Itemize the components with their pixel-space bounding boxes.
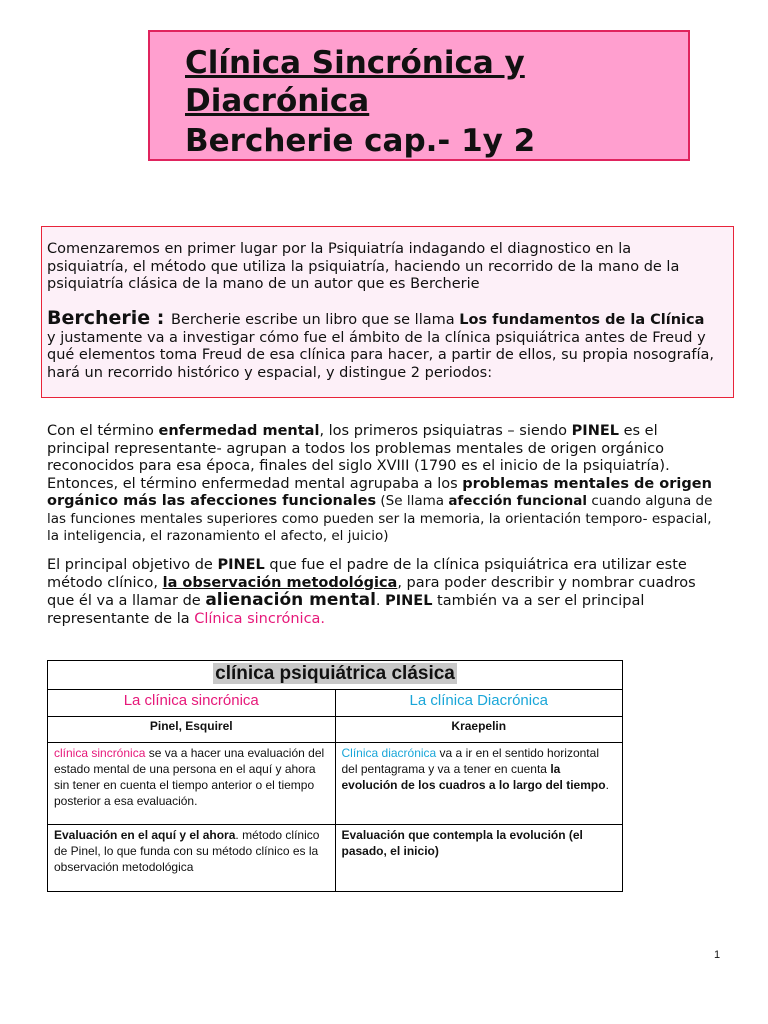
title-line-1: Clínica Sincrónica y (185, 45, 525, 81)
col-title-sincronica: La clínica sincrónica (48, 690, 336, 717)
title-line-3: Bercherie cap.- 1y 2 (185, 123, 536, 159)
body-paragraph-2 (47, 557, 717, 628)
term-pinel: PINEL (385, 593, 433, 609)
clinica-table (47, 660, 623, 892)
table-cell-sincronica-2 (48, 825, 336, 892)
text-span: que fue el padre de la clínica psiquiátrica era utilizar este método clínico, (47, 557, 687, 591)
text-span: , los primeros psiquiatras – siendo (319, 423, 572, 439)
book-title: Los fundamentos de la Clínica (459, 312, 705, 328)
text-span: cuando alguna de las funciones mentales superiores como pueden ser la memoria, la orientación temporo- espacial, la inteligencia, el razonamiento el afecto, el juicio) (47, 493, 713, 544)
table-header-label: clínica psiquiátrica clásica (215, 663, 455, 684)
table-header (48, 661, 623, 690)
text-span: . (375, 593, 386, 609)
term-afeccion-funcional: afección funcional (448, 493, 588, 509)
title-line-2: Diacrónica (185, 83, 370, 119)
term-pinel: PINEL (217, 557, 265, 573)
text-span: El principal objetivo de (47, 557, 218, 573)
body-paragraph-1 (47, 423, 717, 546)
term-alienacion-mental: alienación mental (205, 590, 376, 610)
text-span: también va a ser el principal representante de la (47, 593, 645, 627)
text-span: se va a hacer una evaluación del estado mental de una persona en el aquí y ahora sin tener en cuenta el tiempo anterior o el tiempo posterior a esa evaluación. (54, 746, 325, 808)
text-span: Clínica diacrónica (341, 746, 437, 760)
table-cell-diacronica-2 (335, 825, 623, 892)
table-cell-diacronica-1 (335, 743, 623, 825)
text-span: Evaluación en el aquí y el ahora (54, 828, 236, 842)
text-span: va a ir en el sentido horizontal del pentagrama y va a tener en cuenta (341, 746, 599, 776)
text-span: es el principal representante- agrupan a todos los problemas mentales de origen orgánico reconocidos para esa época, finales del siglo XVIII (1790 es el inicio de la psiquiatría). Entonces, el término enfermedad mental agrupaba a los (47, 423, 670, 492)
text-span: y justamente va a investigar cómo fue el ámbito de la clínica psiquiátrica antes de Freud y qué elementos toma Freud de esa clínica para hacer, a partir de ellos, su propia nosografía, hará un recorrido histórico y espacial, y distingue 2 periodos: (47, 329, 715, 381)
term-enfermedad-mental: enfermedad mental (158, 423, 320, 439)
text-span: la evolución de los cuadros a lo largo del tiempo (341, 762, 606, 792)
bercherie-label: Bercherie : (47, 307, 172, 329)
text-span: . (605, 778, 609, 792)
text-span: Bercherie escribe un libro que se llama (171, 312, 460, 328)
table-cell-sincronica-1 (48, 743, 336, 825)
term-pinel: PINEL (571, 423, 619, 439)
term-observacion-metodologica: la observación metodológica (162, 574, 398, 591)
text-span: . método clínico de Pinel, lo que funda con su método clínico es la observación metodológica (54, 828, 320, 874)
term-problemas-mentales: problemas mentales de origen orgánico más las afecciones funcionales (47, 475, 712, 509)
text-span: Evaluación que contempla la evolución (el pasado, el inicio) (341, 828, 583, 858)
term-clinica-sincronica: Clínica sincrónica. (194, 610, 326, 627)
text-span: clínica sincrónica (54, 746, 146, 760)
page-number: 1 (714, 949, 721, 961)
text-span: Con el término (47, 423, 159, 439)
col-title-diacronica: La clínica Diacrónica (335, 690, 623, 717)
col-names-sincronica: Pinel, Esquirel (48, 717, 336, 743)
col-names-diacronica: Kraepelin (335, 717, 623, 743)
title-box (148, 30, 690, 161)
intro-paragraph-1: Comenzaremos en primer lugar por la Psiquiatría indagando el diagnostico en la psiquiatría, el método que utiliza la psiquiatría, haciendo un recorrido de la mano de la psiquiatría clásica de la mano de un autor que es Bercherie (47, 241, 680, 292)
text-span: (Se llama (376, 493, 449, 509)
intro-paragraph-2 (47, 307, 717, 382)
text-span: , para poder describir y nombrar cuadros que él va a llamar de (47, 574, 696, 609)
